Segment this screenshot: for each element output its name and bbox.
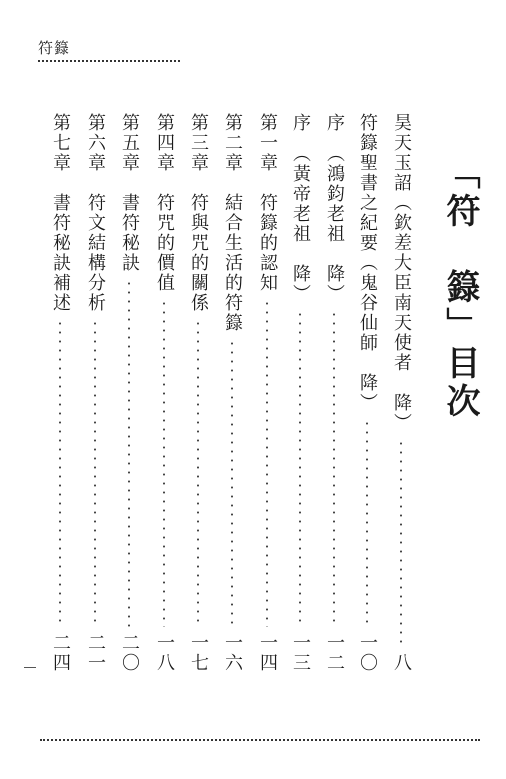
toc-dot-leader (400, 439, 402, 647)
toc-dot-leader (59, 319, 61, 627)
margin-tick (24, 667, 36, 668)
toc-entry[interactable] (48, 113, 72, 673)
running-header-title: 符籙 (38, 39, 71, 57)
toc-entry-page: 一七 (188, 633, 209, 673)
toc-entry-title: 第六章 符文結構分析 (85, 113, 106, 313)
toc-entry-title: 昊天玉詔（欽差大臣南天使者 降） (391, 113, 412, 433)
toc-entry[interactable] (255, 113, 279, 673)
toc-entry[interactable] (117, 113, 141, 673)
toc-dot-leader (197, 319, 199, 627)
toc-entry-title: 第二章 結合生活的符籙 (222, 113, 243, 333)
toc-entry-page: 一〇 (357, 633, 378, 673)
footer-dotted-rule (40, 739, 480, 741)
toc-entry-page: 一三 (290, 633, 311, 673)
toc-entry[interactable] (288, 113, 312, 673)
toc-entry-page: 二四 (50, 633, 71, 673)
toc-entry-page: 八 (391, 653, 412, 673)
toc-entry-title: 符籙聖書之紀要（鬼谷仙師 降） (357, 113, 378, 413)
toc-heading: 「符 籙」目次 (440, 155, 480, 421)
toc-entry[interactable] (389, 113, 413, 673)
toc-entry[interactable] (220, 113, 244, 673)
toc-entry-page: 一六 (222, 633, 243, 673)
toc-entry-page: 一二 (324, 633, 345, 673)
toc-entry-title: 第三章 符與咒的關係 (188, 113, 209, 313)
toc-entry-title: 第五章 書符秘訣 (119, 113, 140, 273)
toc-entry-page: 二〇 (119, 633, 140, 673)
toc-dot-leader (333, 310, 335, 627)
toc-dot-leader (94, 319, 96, 627)
toc-entry[interactable] (83, 113, 107, 673)
toc-dot-leader (163, 299, 165, 627)
toc-entry[interactable] (322, 113, 346, 673)
toc-dot-leader (128, 279, 130, 627)
header-dotted-rule (38, 60, 180, 62)
toc-entry-title: 第七章 書符秘訣補述 (50, 113, 71, 313)
toc-entry-page: 一八 (154, 633, 175, 673)
toc-dot-leader (299, 310, 301, 627)
toc-entry-title: 序 （黃帝老祖 降） (290, 113, 311, 304)
toc-entry-title: 第一章 符籙的認知 (257, 113, 278, 293)
toc-entry-page: 二一 (85, 633, 106, 673)
toc-entry-title: 序 （鴻鈞老祖 降） (324, 113, 345, 304)
toc-dot-leader (266, 299, 268, 627)
toc-entry[interactable] (186, 113, 210, 673)
toc-entry[interactable] (355, 113, 379, 673)
toc-dot-leader (231, 339, 233, 627)
toc-entry-page: 一四 (257, 633, 278, 673)
toc-dot-leader (366, 419, 368, 627)
toc-entry-title: 第四章 符咒的價值 (154, 113, 175, 293)
toc-entry[interactable] (152, 113, 176, 673)
